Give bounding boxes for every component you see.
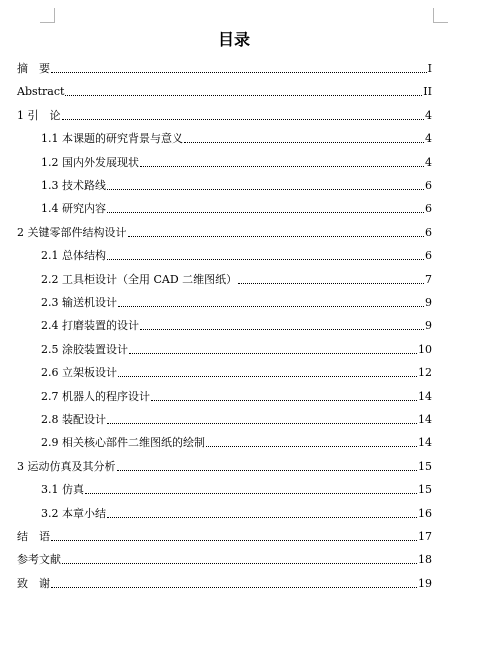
toc-entry-page-number: 12 <box>418 366 432 380</box>
toc-entry-page-number: 17 <box>418 530 432 543</box>
toc-entry[interactable] <box>17 573 432 591</box>
toc-entry[interactable] <box>41 409 432 427</box>
toc-dot-leader <box>62 119 425 120</box>
toc-entry[interactable] <box>17 58 432 76</box>
toc-entry-page-number: 4 <box>425 155 432 169</box>
toc-entry[interactable] <box>17 456 432 474</box>
toc-entry[interactable] <box>41 339 432 357</box>
toc-entry-page-number: II <box>423 85 432 99</box>
toc-entry-page-number: 4 <box>425 108 432 122</box>
toc-entry-label: 2.2 工具柜设计（全用 CAD 二维图纸） <box>41 272 238 286</box>
toc-entry-label: 1.2 国内外发展现状 <box>41 155 139 169</box>
toc-entry[interactable] <box>41 386 432 404</box>
toc-entry[interactable] <box>41 292 432 310</box>
toc-entry-page-number: 15 <box>418 459 432 473</box>
toc-entry-page-number: 6 <box>425 225 432 239</box>
toc-entry-label: 3 运动仿真及其分析 <box>17 459 116 473</box>
toc-entry-label: 1.3 技术路线 <box>41 179 106 192</box>
toc-dot-leader <box>51 72 427 73</box>
toc-entry-label: 参考文献 <box>17 553 61 567</box>
toc-entry-label: 结 语 <box>17 530 50 543</box>
toc-entry-page-number: 6 <box>425 179 432 192</box>
toc-entry-page-number: 14 <box>418 436 432 450</box>
toc-dot-leader <box>107 517 417 518</box>
toc-entry-page-number: 19 <box>418 576 432 590</box>
toc-entry[interactable] <box>41 503 432 521</box>
toc-entry-label: 2.6 立架板设计 <box>41 366 117 380</box>
toc-entry-label: 2.5 涂胶装置设计 <box>41 342 128 356</box>
toc-dot-leader <box>129 353 417 354</box>
toc-entry-page-number: 4 <box>425 132 432 146</box>
toc-entry[interactable] <box>41 269 432 287</box>
toc-dot-leader <box>51 587 417 588</box>
toc-dot-leader <box>117 470 418 471</box>
toc-entry[interactable] <box>41 128 432 146</box>
crop-mark-top-right <box>433 8 448 23</box>
toc-entry-label: 摘 要 <box>17 62 50 75</box>
toc-entry-label: Abstract <box>17 85 65 99</box>
toc-entry-page-number: 6 <box>425 202 432 216</box>
toc-entry[interactable] <box>41 479 432 497</box>
toc-entry-page-number: 9 <box>425 296 432 309</box>
toc-entry[interactable] <box>17 526 432 544</box>
toc-dot-leader <box>118 376 417 377</box>
toc-dot-leader <box>184 142 424 143</box>
toc-entry-label: 2.1 总体结构 <box>41 249 106 263</box>
toc-dot-leader <box>107 259 424 260</box>
toc-entry[interactable] <box>41 245 432 263</box>
toc-entry-label: 2.3 输送机设计 <box>41 296 117 309</box>
toc-entry-page-number: I <box>427 62 432 75</box>
toc-entry[interactable] <box>17 81 432 99</box>
toc-entry-page-number: 9 <box>425 319 432 333</box>
toc-entry[interactable] <box>41 198 432 216</box>
toc-dot-leader <box>140 329 424 330</box>
toc-entry-page-number: 7 <box>425 272 432 286</box>
toc-entry-page-number: 15 <box>418 483 432 497</box>
toc-entry-label: 致 谢 <box>17 576 50 590</box>
toc-entry[interactable] <box>17 222 432 240</box>
toc-entry-label: 2.7 机器人的程序设计 <box>41 389 150 403</box>
page-title: 目录 <box>217 30 250 49</box>
toc-entry-page-number: 14 <box>418 389 432 403</box>
toc-entry-label: 2.8 装配设计 <box>41 413 106 426</box>
crop-mark-top-left <box>40 8 55 23</box>
toc-entry-label: 1.1 本课题的研究背景与意义 <box>41 132 183 146</box>
toc-entry-label: 3.2 本章小结 <box>41 506 106 520</box>
toc-entry-label: 1.4 研究内容 <box>41 202 106 216</box>
toc-entry-label: 2.4 打磨装置的设计 <box>41 319 139 333</box>
toc-entry-label: 3.1 仿真 <box>41 483 84 497</box>
toc-dot-leader <box>151 400 417 401</box>
toc-entry-page-number: 14 <box>418 413 432 426</box>
toc-dot-leader <box>128 236 425 237</box>
toc-dot-leader <box>140 166 424 167</box>
toc-dot-leader <box>118 306 424 307</box>
toc-dot-leader <box>85 493 417 494</box>
toc-entry[interactable] <box>17 549 432 567</box>
toc-entry-page-number: 16 <box>418 506 432 520</box>
toc-dot-leader <box>238 283 424 284</box>
toc-entry-page-number: 6 <box>425 249 432 263</box>
toc-entry-page-number: 18 <box>418 553 432 567</box>
toc-entry-label: 2 关键零部件结构设计 <box>17 225 127 239</box>
toc-entry[interactable] <box>17 105 432 123</box>
toc-entry[interactable] <box>41 432 432 450</box>
toc-entry-page-number: 10 <box>418 342 432 356</box>
toc-dot-leader <box>206 446 417 447</box>
toc-dot-leader <box>62 563 417 564</box>
toc-entry[interactable] <box>41 362 432 380</box>
toc-entry[interactable] <box>41 175 432 193</box>
toc-dot-leader <box>107 189 424 190</box>
toc-dot-leader <box>107 212 424 213</box>
toc-entry[interactable] <box>41 152 432 170</box>
toc-dot-leader <box>107 423 417 424</box>
toc-entry-label: 2.9 相关核心部件二维图纸的绘制 <box>41 436 205 450</box>
toc-dot-leader <box>65 95 422 96</box>
toc-entry-label: 1 引 论 <box>17 108 61 122</box>
toc-entry[interactable] <box>41 315 432 333</box>
toc-dot-leader <box>51 540 417 541</box>
